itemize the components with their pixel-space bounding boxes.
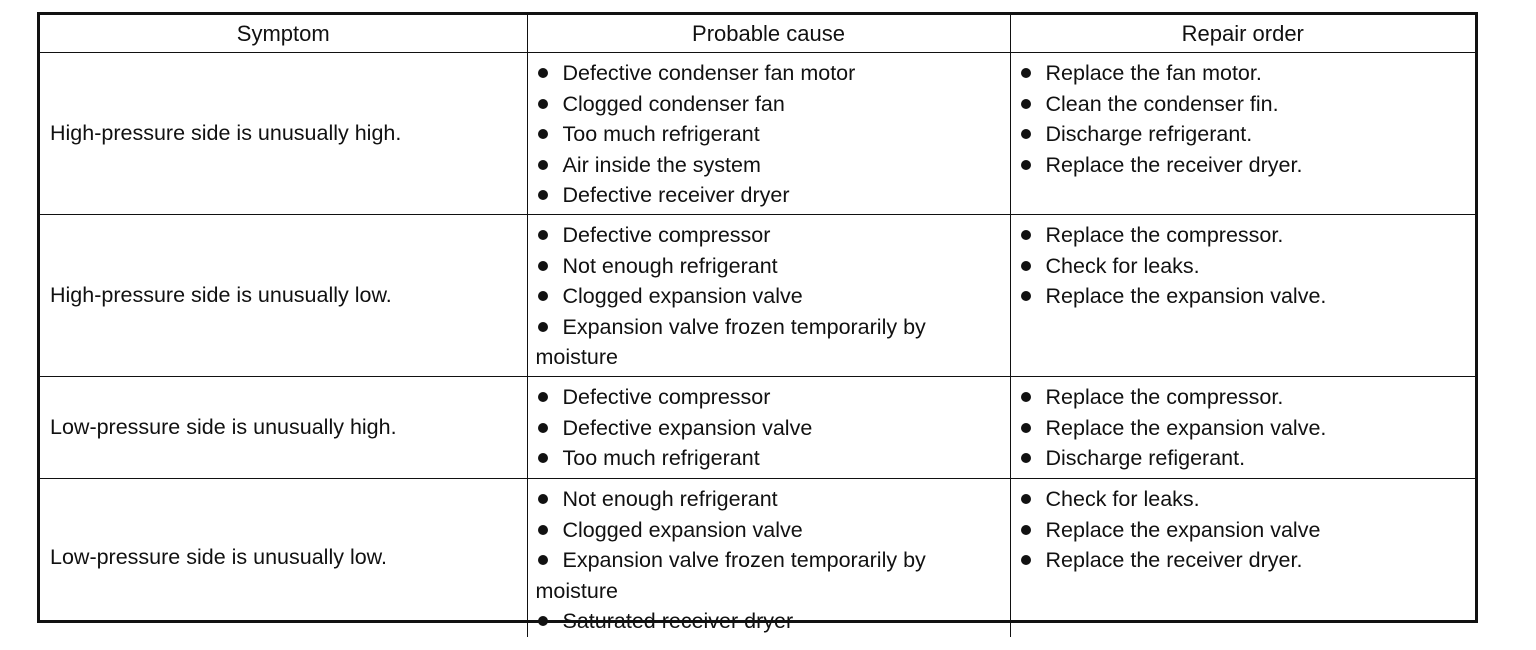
symptom-cell: High-pressure side is unusually low.	[40, 215, 527, 377]
cause-item	[536, 251, 1010, 282]
repair-item	[1019, 89, 1476, 120]
repair-list	[1019, 58, 1476, 180]
troubleshooting-table-frame	[37, 12, 1478, 633]
cause-text: Clogged expansion valve	[562, 517, 803, 542]
bullet-icon	[538, 423, 548, 433]
bullet-icon	[1021, 291, 1031, 301]
repair-text: Replace the receiver dryer.	[1045, 152, 1303, 177]
table-row	[40, 377, 1475, 479]
repair-item	[1019, 251, 1476, 282]
repair-text: Check for leaks.	[1045, 487, 1200, 511]
repair-item	[1019, 382, 1476, 413]
repair-item	[1019, 413, 1476, 444]
bullet-icon	[538, 68, 548, 78]
bullet-icon	[1021, 494, 1031, 504]
repair-cell	[1010, 53, 1475, 215]
bullet-icon	[1021, 129, 1031, 139]
cause-item	[536, 413, 1010, 444]
cause-item	[536, 484, 1010, 515]
bullet-icon	[538, 261, 548, 271]
cause-list	[536, 484, 1010, 637]
cause-text: Defective receiver dryer	[562, 183, 790, 207]
repair-cell	[1010, 215, 1475, 377]
cause-text: Defective compressor	[562, 223, 771, 247]
bullet-icon	[1021, 423, 1031, 433]
bullet-icon	[538, 453, 548, 463]
cause-text: Expansion valve frozen temporarily by moisture	[535, 548, 926, 603]
cause-item	[536, 606, 1010, 637]
header-probable-cause: Probable cause	[527, 15, 1010, 53]
repair-text: Clean the condenser fin.	[1045, 91, 1279, 116]
symptom-cell: High-pressure side is unusually high.	[40, 53, 527, 215]
bullet-icon	[538, 322, 548, 332]
repair-cell	[1010, 479, 1475, 637]
bullet-icon	[538, 392, 548, 402]
cause-text: Clogged expansion valve	[562, 284, 803, 308]
repair-text: Discharge refrigerant.	[1045, 122, 1253, 146]
repair-item	[1019, 281, 1476, 312]
bullet-icon	[538, 99, 548, 109]
cause-item	[536, 119, 1010, 150]
symptom-cell: Low-pressure side is unusually low.	[40, 479, 527, 637]
cause-text: Too much refrigerant	[562, 122, 760, 146]
repair-text: Replace the expansion valve	[1045, 517, 1321, 542]
bullet-icon	[1021, 99, 1031, 109]
repair-cell	[1010, 377, 1475, 479]
repair-text: Discharge refigerant.	[1045, 446, 1246, 470]
cause-item	[536, 515, 1010, 546]
cause-text: Not enough refrigerant	[562, 487, 778, 511]
header-repair-order: Repair order	[1010, 15, 1475, 53]
cause-cell	[527, 479, 1010, 637]
cause-list	[536, 58, 1010, 211]
bullet-icon	[1021, 392, 1031, 402]
cause-text: Expansion valve frozen temporarily by moisture	[535, 314, 926, 369]
repair-item	[1019, 150, 1476, 181]
repair-item	[1019, 484, 1476, 515]
repair-item	[1019, 515, 1476, 546]
cause-text: Too much refrigerant	[562, 446, 760, 470]
cause-text: Defective expansion valve	[562, 415, 813, 440]
repair-text: Replace the receiver dryer.	[1045, 548, 1303, 572]
repair-list	[1019, 220, 1476, 312]
bullet-icon	[1021, 261, 1031, 271]
bullet-icon	[538, 616, 548, 626]
repair-item	[1019, 443, 1476, 474]
cause-cell	[527, 377, 1010, 479]
header-symptom: Symptom	[40, 15, 527, 53]
table-row	[40, 215, 1475, 377]
repair-list	[1019, 382, 1476, 474]
cause-item	[536, 58, 1010, 89]
bullet-icon	[538, 291, 548, 301]
bullet-icon	[1021, 555, 1031, 565]
bullet-icon	[538, 190, 548, 200]
repair-item	[1019, 220, 1476, 251]
cause-item	[536, 312, 1010, 373]
cause-cell	[527, 215, 1010, 377]
cause-item	[536, 545, 1010, 606]
bullet-icon	[1021, 160, 1031, 170]
bullet-icon	[538, 129, 548, 139]
bullet-icon	[538, 494, 548, 504]
symptom-cell: Low-pressure side is unusually high.	[40, 377, 527, 479]
cause-text: Defective condenser fan motor	[562, 61, 856, 85]
repair-list	[1019, 484, 1476, 576]
repair-item	[1019, 119, 1476, 150]
repair-text: Check for leaks.	[1045, 253, 1200, 278]
bullet-icon	[538, 160, 548, 170]
cause-item	[536, 180, 1010, 211]
cause-text: Air inside the system	[562, 152, 761, 177]
repair-item	[1019, 545, 1476, 576]
repair-text: Replace the compressor.	[1045, 385, 1284, 409]
bullet-icon	[538, 230, 548, 240]
troubleshooting-table	[40, 15, 1475, 637]
cause-list	[536, 220, 1010, 373]
repair-text: Replace the compressor.	[1045, 223, 1284, 247]
repair-text: Replace the fan motor.	[1045, 61, 1262, 85]
header-row	[40, 15, 1475, 53]
cause-item	[536, 220, 1010, 251]
cause-text: Clogged condenser fan	[562, 91, 785, 116]
bullet-icon	[538, 555, 548, 565]
cause-text: Defective compressor	[562, 385, 771, 409]
bullet-icon	[1021, 453, 1031, 463]
table-row	[40, 479, 1475, 637]
cause-cell	[527, 53, 1010, 215]
cause-item	[536, 281, 1010, 312]
cause-text: Saturated receiver dryer	[562, 609, 794, 633]
bullet-icon	[1021, 525, 1031, 535]
repair-text: Replace the expansion valve.	[1045, 284, 1327, 308]
repair-item	[1019, 58, 1476, 89]
bullet-icon	[1021, 230, 1031, 240]
bullet-icon	[1021, 68, 1031, 78]
repair-text: Replace the expansion valve.	[1045, 415, 1327, 440]
cause-text: Not enough refrigerant	[562, 253, 778, 278]
cause-item	[536, 382, 1010, 413]
cause-item	[536, 443, 1010, 474]
cause-list	[536, 382, 1010, 474]
cause-item	[536, 89, 1010, 120]
table-row	[40, 53, 1475, 215]
bullet-icon	[538, 525, 548, 535]
cause-item	[536, 150, 1010, 181]
